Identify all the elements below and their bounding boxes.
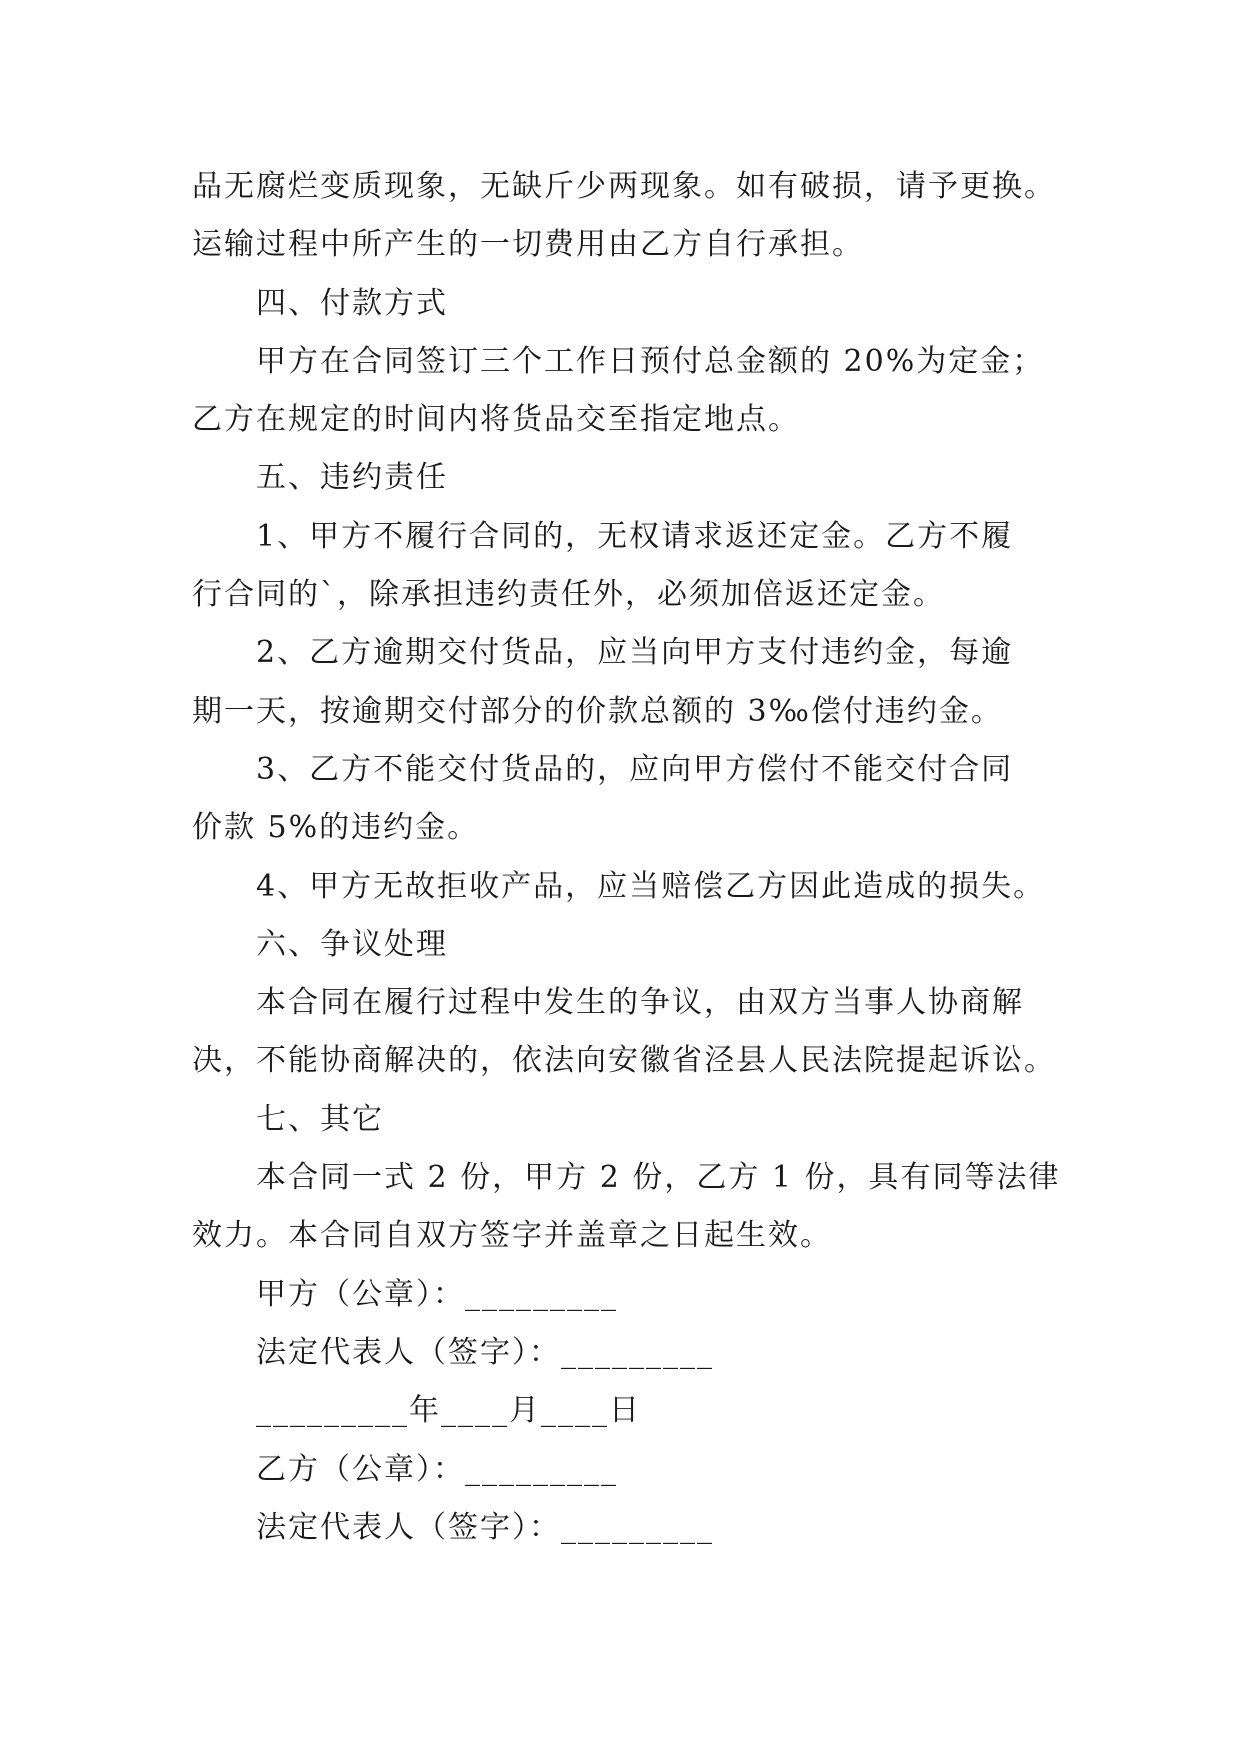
body-line-5: 乙方在规定的时间内将货品交至指定地点。 <box>192 402 800 438</box>
body-line-1: 品无腐烂变质现象，无缺斤少两现象。如有破损，请予更换。 <box>192 169 1056 204</box>
body-line-16: 决，不能协商解决的，依法向安徽省泾县人民法院提起诉讼。 <box>192 1043 1056 1079</box>
section-heading-dispute: 六、争议处理 <box>256 926 448 962</box>
party-a-representative-line: 法定代表人（签字）：_________ <box>256 1334 714 1370</box>
body-line-15: 本合同在履行过程中发生的争议，由双方当事人协商解 <box>256 985 1024 1021</box>
body-line-9: 2、乙方逾期交付货品，应当向甲方支付违约金，每逾 <box>256 635 1014 671</box>
body-line-2: 运输过程中所产生的一切费用由乙方自行承担。 <box>192 227 864 263</box>
party-b-seal-line: 乙方（公章）：_________ <box>256 1451 618 1487</box>
party-a-seal-line: 甲方（公章）：_________ <box>256 1276 618 1312</box>
body-line-11: 3、乙方不能交付货品的，应向甲方偿付不能交付合同 <box>256 751 1014 787</box>
body-line-10: 期一天，按逾期交付部分的价款总额的 3‰偿付违约金。 <box>192 693 1003 729</box>
document-body <box>192 158 1072 1557</box>
date-line: _________年____月____日 <box>256 1393 641 1429</box>
body-line-18: 本合同一式 2 份，甲方 2 份，乙方 1 份，具有同等法律 <box>256 1160 1061 1196</box>
section-heading-other: 七、其它 <box>256 1101 384 1137</box>
body-line-13: 4、甲方无故拒收产品，应当赔偿乙方因此造成的损失。 <box>256 868 1046 904</box>
body-line-4: 甲方在合同签订三个工作日预付总金额的 20%为定金； <box>256 343 1045 379</box>
body-line-12: 价款 5%的违约金。 <box>192 810 480 846</box>
body-line-7: 1、甲方不履行合同的，无权请求返还定金。乙方不履 <box>256 518 1014 554</box>
section-heading-payment: 四、付款方式 <box>256 285 448 321</box>
body-line-19: 效力。本合同自双方签字并盖章之日起生效。 <box>192 1218 832 1254</box>
section-heading-liability: 五、违约责任 <box>256 460 448 496</box>
party-b-representative-line: 法定代表人（签字）：_________ <box>256 1509 714 1545</box>
body-line-8: 行合同的`，除承担违约责任外，必须加倍返还定金。 <box>192 577 945 613</box>
